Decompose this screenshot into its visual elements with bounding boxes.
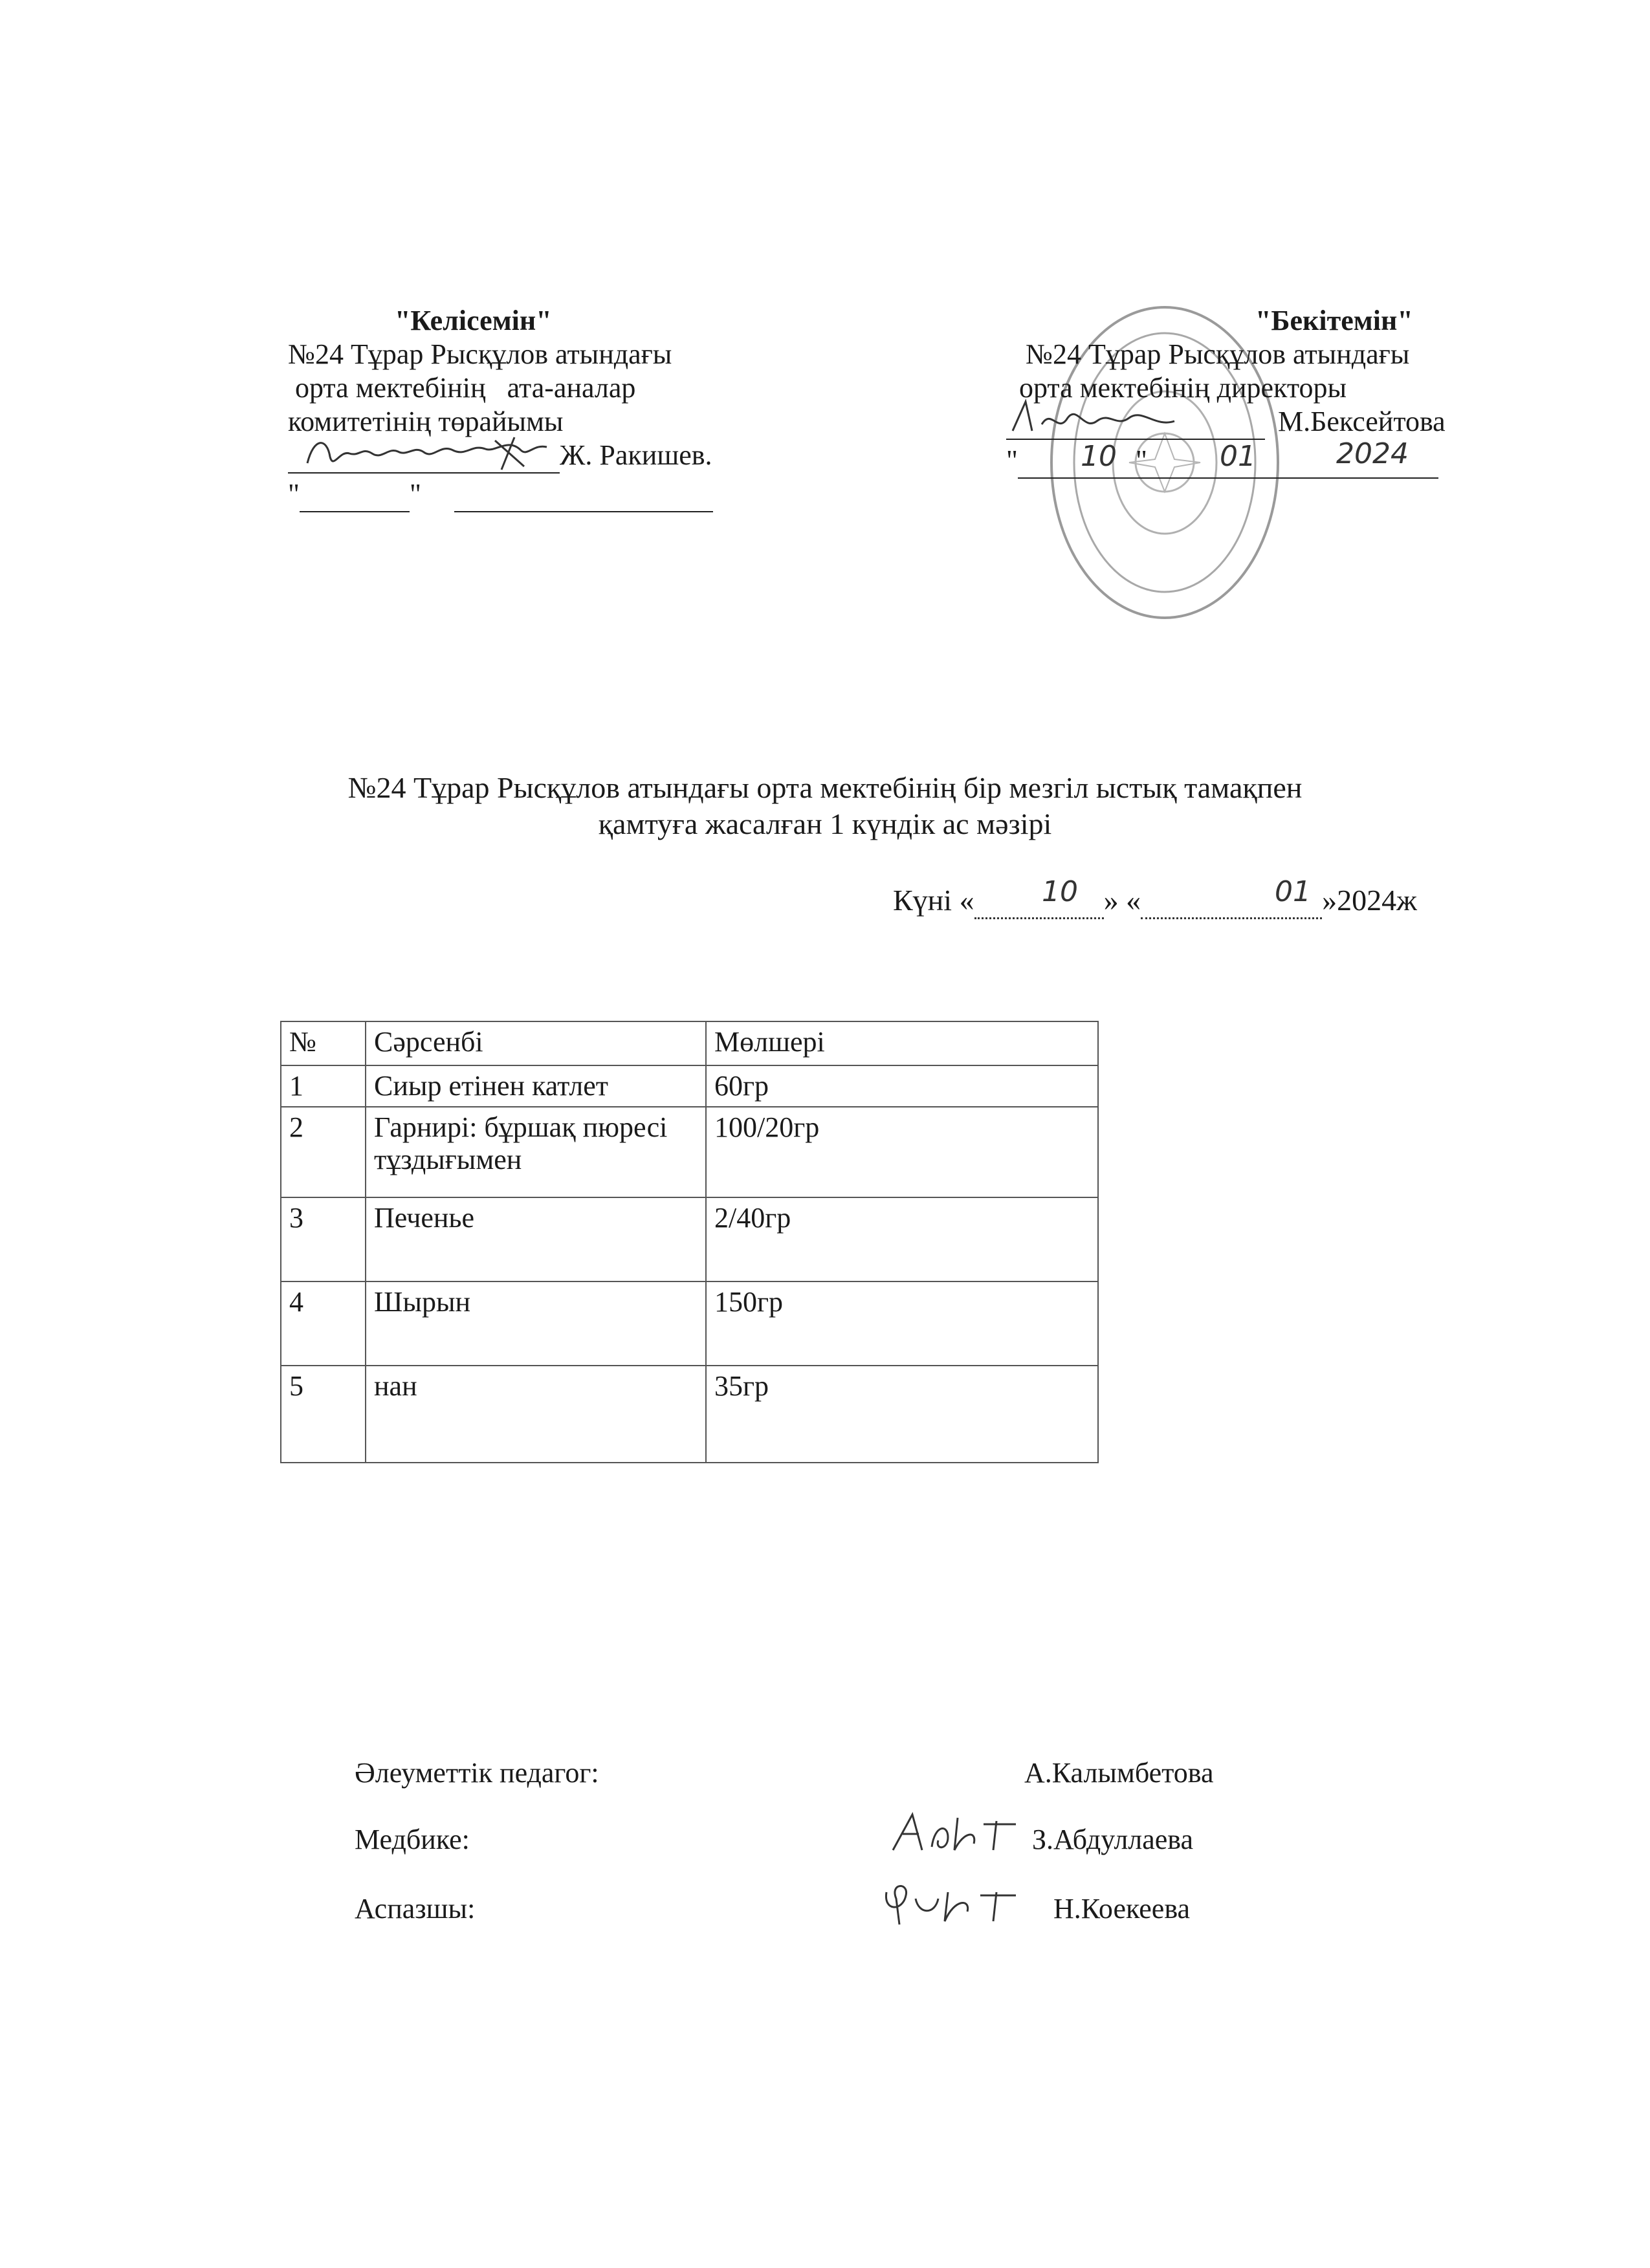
right-date-year: 2024 — [1336, 437, 1409, 470]
table-row: 3 Печенье 2/40гр — [281, 1197, 1098, 1281]
left-line-1: №24 Тұрар Рысқұлов атындағы — [288, 338, 672, 370]
left-line-3: комитетінің төрайымы — [288, 406, 564, 437]
left-signer-name: Ж. Ракишев. — [560, 439, 712, 471]
menu-date-day: 10 — [1042, 875, 1078, 908]
left-line-2: орта мектебінің ата-аналар — [288, 372, 636, 404]
title-line-1: №24 Тұрар Рысқұлов атындағы орта мектебінің бір мезгіл ыстық тамақпен — [347, 771, 1303, 804]
right-line-1: №24 Тұрар Рысқұлов атындағы — [1026, 338, 1410, 370]
right-date-day: 10 — [1081, 440, 1117, 473]
left-date-row: " " — [288, 477, 713, 512]
table-row: 5 нан 35гр — [281, 1366, 1098, 1463]
table-header-row: № Сәрсенбі Мөлшері — [281, 1021, 1098, 1065]
right-date-month: 01 — [1220, 440, 1256, 473]
staff-row-pedagog — [355, 1756, 599, 1789]
staff-role: Аспазшы: — [355, 1893, 476, 1925]
document-title — [0, 770, 1650, 842]
title-line-2: қамтуға жасалған 1 күндік ас мәзірі — [598, 807, 1052, 840]
right-line-2: орта мектебінің директоры — [1019, 372, 1347, 404]
menu-date-month: 01 — [1275, 875, 1311, 908]
right-approval-block — [1006, 304, 1446, 479]
staff-role: Медбике: — [355, 1824, 470, 1855]
right-date-row: " 10 " 01 2024 — [1006, 444, 1446, 479]
menu-table — [280, 1021, 1099, 1463]
signature-icon — [1006, 395, 1239, 441]
table-row: 2 Гарнирі: бұршақ пюресі тұздығымен 100/20гр — [281, 1107, 1098, 1197]
signature-icon — [886, 1805, 1029, 1863]
staff-role: Әлеуметтік педагог: — [355, 1757, 599, 1789]
staff-name-nurse: З.Абдуллаева — [1032, 1824, 1194, 1855]
menu-date-line: Күні « » « »2024ж 10 01 — [893, 883, 1417, 919]
table-row: 1 Сиыр етінен катлет 60гр — [281, 1065, 1098, 1107]
table-row: 4 Шырын 150гр — [281, 1281, 1098, 1366]
left-approval-block — [288, 304, 713, 512]
signature-icon — [301, 431, 560, 476]
staff-name-pedagog: А.Калымбетова — [1024, 1757, 1214, 1789]
signature-icon — [877, 1873, 1032, 1931]
left-signature-row — [288, 439, 713, 477]
staff-row-nurse — [355, 1823, 470, 1856]
staff-row-cook — [355, 1892, 475, 1925]
staff-name-cook: Н.Коекеева — [1053, 1893, 1191, 1925]
left-heading: "Келісемін" — [395, 305, 552, 336]
right-heading: "Бекітемін" — [1255, 305, 1413, 336]
right-signer-name: М.Бексейтова — [1278, 406, 1446, 437]
